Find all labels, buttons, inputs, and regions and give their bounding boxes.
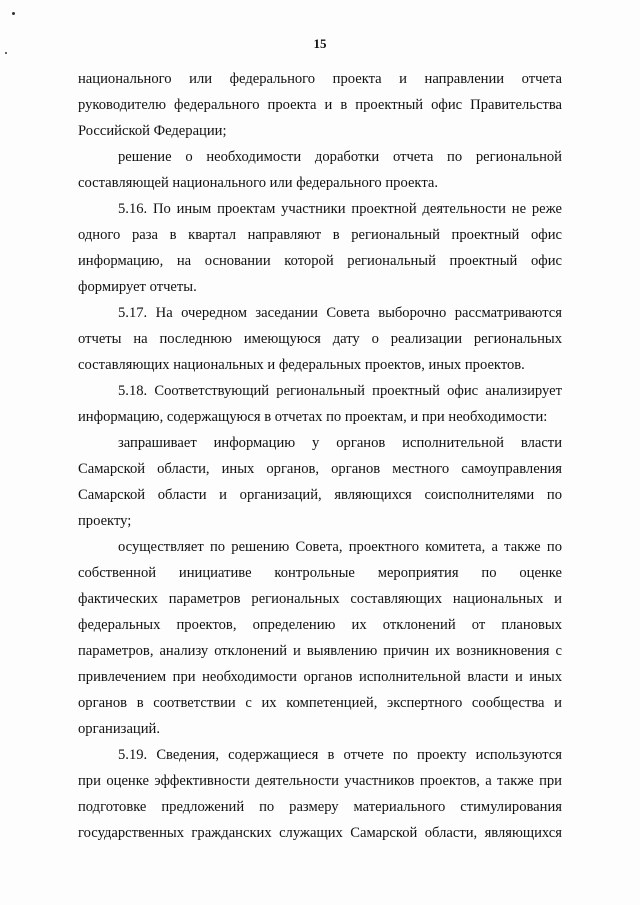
- text-line: составляющих национальных и федеральных проектов, иных проектов.: [78, 357, 525, 373]
- text-line: отчеты на последнюю имеющуюся дату о реализации региональных: [78, 331, 562, 347]
- scan-speck: [12, 12, 15, 15]
- page-number: 15: [313, 36, 327, 51]
- scan-speck: [5, 52, 7, 54]
- text-line: параметров, анализу отклонений и выявлению причин их возникновения с: [78, 643, 562, 659]
- text-line: 5.18. Соответствующий региональный проектный офис анализирует: [118, 383, 562, 399]
- text-line: федеральных проектов, определению их отклонений от плановых: [78, 617, 562, 633]
- text-line: составляющей национального или федерального проекта.: [78, 175, 438, 191]
- text-line: формирует отчеты.: [78, 279, 197, 295]
- text-line: национального или федерального проекта и направлении отчета: [78, 71, 562, 87]
- text-line: при оценке эффективности деятельности участников проектов, а также при: [78, 773, 562, 789]
- text-line: осуществляет по решению Совета, проектного комитета, а также по: [118, 539, 562, 555]
- text-line: 5.17. На очередном заседании Совета выборочно рассматриваются: [118, 305, 562, 321]
- text-line: собственной инициативе контрольные мероприятия по оценке: [78, 565, 562, 581]
- text-line: 5.16. По иным проектам участники проектной деятельности не реже: [118, 201, 562, 217]
- text-line: проекту;: [78, 513, 132, 529]
- text-line: решение о необходимости доработки отчета по региональной: [118, 149, 562, 165]
- text-line: информацию, содержащуюся в отчетах по проектам, и при необходимости:: [78, 409, 548, 425]
- text-line: фактических параметров региональных составляющих национальных и: [78, 591, 562, 607]
- text-line: одного раза в квартал направляют в региональный проектный офис: [78, 227, 562, 243]
- text-line: организаций.: [78, 721, 160, 737]
- text-line: 5.19. Сведения, содержащиеся в отчете по проекту используются: [118, 747, 562, 763]
- text-line: государственных гражданских служащих Самарской области, являющихся: [78, 825, 562, 841]
- text-line: информацию, на основании которой региональный проектный офис: [78, 253, 562, 269]
- text-line: привлечением при необходимости органов исполнительной власти и иных: [78, 669, 562, 685]
- text-line: запрашивает информацию у органов исполнительной власти: [118, 435, 562, 451]
- text-line: Самарской области, иных органов, органов местного самоуправления: [78, 461, 562, 477]
- text-line: Российской Федерации;: [78, 123, 227, 139]
- text-line: органов в соответствии с их компетенцией, экспертного сообщества и: [78, 695, 562, 711]
- text-line: руководителю федерального проекта и в проектный офис Правительства: [78, 97, 562, 113]
- text-line: Самарской области и организаций, являющихся соисполнителями по: [78, 487, 562, 503]
- text-line: подготовке предложений по размеру материального стимулирования: [78, 799, 562, 815]
